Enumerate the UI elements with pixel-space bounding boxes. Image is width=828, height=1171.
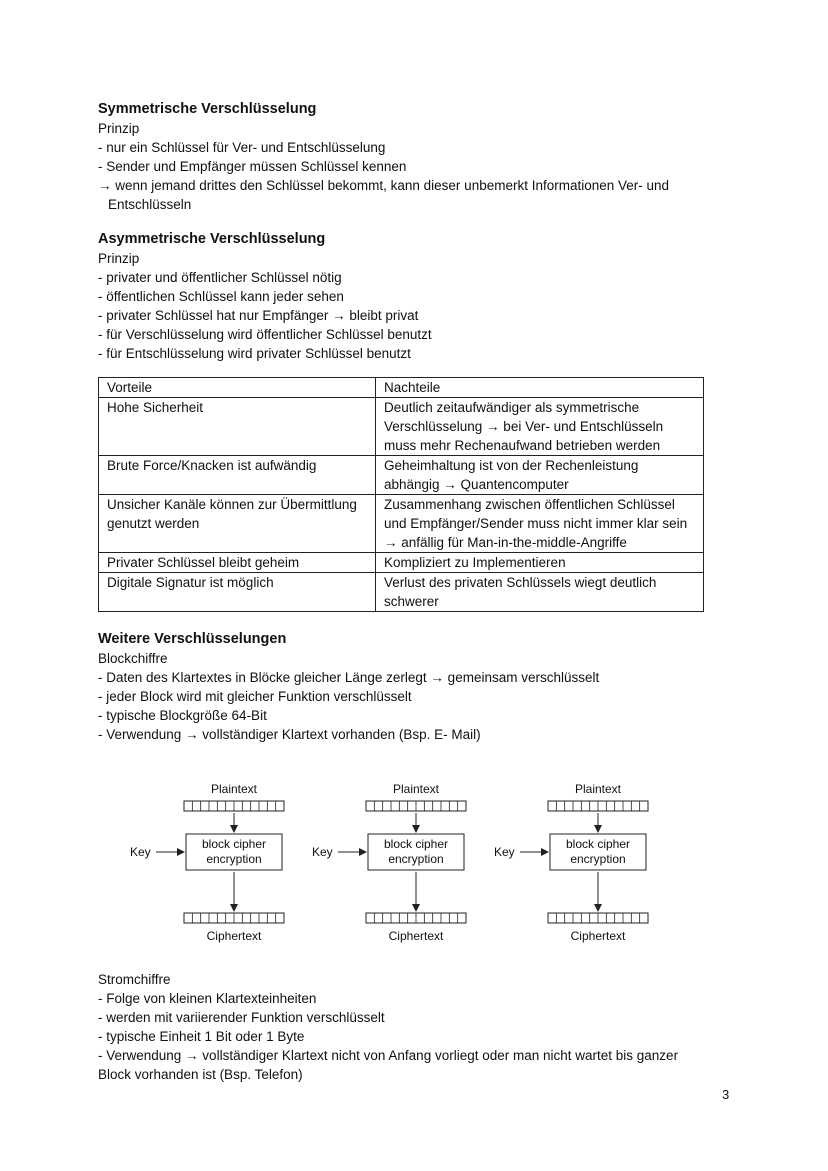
- text-line: - jeder Block wird mit gleicher Funktion verschlüsselt: [98, 689, 412, 704]
- table-header-cell: Nachteile: [376, 378, 704, 398]
- table-cell: Deutlich zeitaufwändiger als symmetrische Verschlüsselung → bei Ver- und Entschlüsseln muss mehr Rechenaufwand betrieben werden: [376, 398, 704, 456]
- heading-asymmetric: Asymmetrische Verschlüsselung: [98, 231, 326, 247]
- table-row: [99, 573, 704, 612]
- table-cell: Kompliziert zu Implementieren: [376, 553, 704, 573]
- table-cell: Unsicher Kanäle können zur Übermittlung genutzt werden: [99, 495, 376, 553]
- table-row: [99, 495, 704, 553]
- text-line: - privater Schlüssel hat nur Empfänger → bleibt privat: [98, 308, 419, 323]
- key-label: Key: [130, 845, 151, 859]
- key-label: Key: [312, 845, 333, 859]
- table-row: [99, 398, 704, 456]
- ciphertext-label: Ciphertext: [388, 929, 444, 943]
- table-cell: Hohe Sicherheit: [99, 398, 376, 456]
- table-row: [99, 553, 704, 573]
- table-header-row: [99, 378, 704, 398]
- cipher-box-label: encryption: [206, 852, 262, 866]
- cipher-unit-3: [494, 782, 648, 943]
- text-line: - typische Blockgröße 64-Bit: [98, 708, 267, 723]
- table-cell: Brute Force/Knacken ist aufwändig: [99, 456, 376, 495]
- text-line: - werden mit variierender Funktion verschlüsselt: [98, 1010, 385, 1025]
- table-cell: Digitale Signatur ist möglich: [99, 573, 376, 612]
- text-line: → wenn jemand drittes den Schlüssel bekommt, kann dieser unbemerkt Informationen Ver- und: [98, 178, 670, 193]
- cipher-box-label: encryption: [570, 852, 626, 866]
- plaintext-label: Plaintext: [574, 782, 622, 796]
- text-line: - Verwendung → vollständiger Klartext nicht von Anfang vorliegt oder man nicht wartet bis ganzer Block vorhanden ist (Bsp. Telefon): [98, 1048, 679, 1082]
- text-line: - typische Einheit 1 Bit oder 1 Byte: [98, 1029, 305, 1044]
- table-cell: Geheimhaltung ist von der Rechenleistung abhängig → Quantencomputer: [376, 456, 704, 495]
- plaintext-label: Plaintext: [210, 782, 258, 796]
- subheading-blockchiffre: Blockchiffre: [98, 651, 168, 666]
- subheading-prinzip: Prinzip: [98, 251, 140, 266]
- text-line: - für Verschlüsselung wird öffentlicher Schlüssel benutzt: [98, 327, 432, 342]
- ciphertext-label: Ciphertext: [206, 929, 262, 943]
- plaintext-label: Plaintext: [392, 782, 440, 796]
- table-header-cell: Vorteile: [99, 378, 376, 398]
- cipher-box-label: block cipher: [201, 837, 267, 851]
- block-cipher-diagram: [118, 778, 678, 950]
- key-label: Key: [494, 845, 515, 859]
- cipher-box-label: block cipher: [383, 837, 449, 851]
- subheading-stromchiffre: Stromchiffre: [98, 972, 171, 987]
- text-line: - Sender und Empfänger müssen Schlüssel kennen: [98, 159, 407, 174]
- table-cell: Verlust des privaten Schlüssels wiegt deutlich schwerer: [376, 573, 704, 612]
- text-line: - öffentlichen Schlüssel kann jeder sehen: [98, 289, 344, 304]
- text-line: - privater und öffentlicher Schlüssel nötig: [98, 270, 342, 285]
- table-row: [99, 456, 704, 495]
- text-line: - Folge von kleinen Klartexteinheiten: [98, 991, 317, 1006]
- text-line: - für Entschlüsselung wird privater Schlüssel benutzt: [98, 346, 411, 361]
- heading-weitere: Weitere Verschlüsselungen: [98, 631, 287, 647]
- text-line: - Verwendung → vollständiger Klartext vorhanden (Bsp. E- Mail): [98, 727, 481, 742]
- table-cell: Zusammenhang zwischen öffentlichen Schlüssel und Empfänger/Sender muss nicht immer klar sein → anfällig für Man-in-the-middle-Angriffe: [376, 495, 704, 553]
- text-line: - nur ein Schlüssel für Ver- und Entschlüsselung: [98, 140, 386, 155]
- cipher-box-label: encryption: [388, 852, 444, 866]
- ciphertext-label: Ciphertext: [570, 929, 626, 943]
- page-number: 3: [722, 1087, 730, 1102]
- heading-symmetric: Symmetrische Verschlüsselung: [98, 101, 317, 117]
- cipher-box-label: block cipher: [565, 837, 631, 851]
- pros-cons-table: [98, 377, 704, 612]
- table-cell: Privater Schlüssel bleibt geheim: [99, 553, 376, 573]
- cipher-unit-1: [130, 782, 284, 943]
- text-line: - Daten des Klartextes in Blöcke gleicher Länge zerlegt → gemeinsam verschlüsselt: [98, 670, 600, 685]
- cipher-unit-2: [312, 782, 466, 943]
- text-line: Entschlüsseln: [108, 197, 192, 212]
- subheading-prinzip: Prinzip: [98, 121, 140, 136]
